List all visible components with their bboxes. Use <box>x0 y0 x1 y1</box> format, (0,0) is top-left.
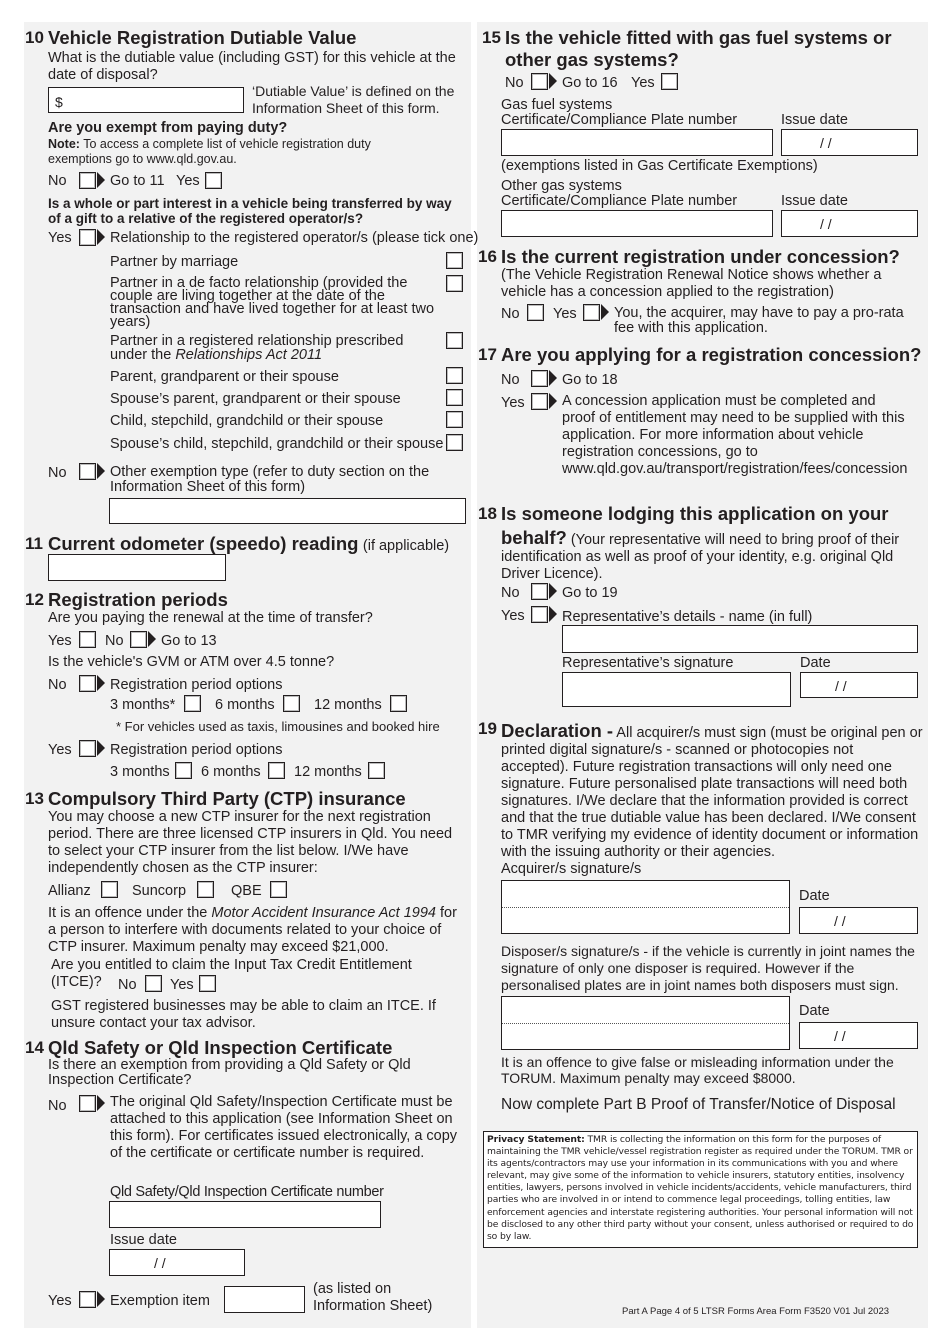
renewal-yes-label: Yes <box>48 633 72 649</box>
de-facto-checkbox[interactable] <box>446 275 463 292</box>
arrow-icon <box>549 393 557 409</box>
q19-number: 19 <box>478 719 497 738</box>
q11-title: Current odometer (speedo) reading <box>48 533 359 554</box>
other-gas-cert-label: Certificate/Compliance Plate number <box>501 193 738 209</box>
option-spouse-child: Spouse’s child, stepchild, grandchild or their spouse <box>110 436 444 452</box>
6-months-label-2: 6 months <box>201 764 261 780</box>
goto-16-label: Go to 16 <box>562 75 618 91</box>
rep-date-separators: / / <box>835 678 847 694</box>
listed-as-note: (as listed on Information Sheet) <box>313 1281 433 1314</box>
taxi-footnote: * For vehicles used as taxis, limousines and booked hire <box>116 719 440 734</box>
gst-note: GST registered businesses may be able to claim an ITCE. If unsure contact your tax advisor. <box>51 998 436 1031</box>
3-months-label: 3 months <box>110 764 170 780</box>
spouse-child-checkbox[interactable] <box>446 434 463 451</box>
disposer-date-label: Date <box>799 1003 830 1019</box>
q13-number: 13 <box>25 789 44 808</box>
q18-number: 18 <box>478 504 497 523</box>
12-months-checkbox-2[interactable] <box>368 762 385 779</box>
arrow-icon <box>97 1095 105 1111</box>
q19-title: Declaration - <box>501 720 614 741</box>
cert-number-input[interactable] <box>109 1201 381 1228</box>
q17-number: 17 <box>478 345 497 364</box>
exempt-no-checkbox[interactable] <box>79 172 96 189</box>
q14-title: Qld Safety or Qld Inspection Certificate <box>48 1037 393 1058</box>
page-footer: Part A Page 4 of 5 LTSR Forms Area Form F3520 V01 Jul 2023 <box>622 1306 890 1317</box>
q16-note: (The Vehicle Registration Renewal Notice shows whether a vehicle has a concession applied to the registration) <box>501 267 882 300</box>
rep-signature-input[interactable] <box>562 672 791 707</box>
signature-divider <box>502 1023 789 1024</box>
safety-yes-label: Yes <box>48 1293 72 1309</box>
gas-fuel-issue-date-input[interactable] <box>781 129 918 156</box>
acquirer-date-input[interactable] <box>799 907 918 934</box>
12-months-label: 12 months <box>314 697 382 713</box>
itce-yes-label: Yes <box>170 977 194 993</box>
gift-question: Is a whole or part interest in a vehicle being transferred by way of a gift to a relative of the registered operator/s? <box>48 196 452 226</box>
acquirer-date-separators: / / <box>834 913 846 929</box>
acquirer-signature-input[interactable] <box>501 880 790 934</box>
lodge-no-label: No <box>501 585 520 601</box>
signature-divider <box>502 907 789 908</box>
apply-yes-checkbox[interactable] <box>531 393 548 410</box>
apply-no-checkbox[interactable] <box>531 370 548 387</box>
safety-no-text: The original Qld Safety/Inspection Certificate must be attached to this application (see Information Sheet on this form). For certificates issued electronically, a copy of the certificate or certificate number is required. <box>110 1094 458 1161</box>
lodge-yes-label: Yes <box>501 608 525 624</box>
spouse-parent-checkbox[interactable] <box>446 389 463 406</box>
allianz-checkbox[interactable] <box>101 881 118 898</box>
goto-18-label: Go to 18 <box>562 372 618 388</box>
renewal-yes-checkbox[interactable] <box>79 631 96 648</box>
offence-post: for a person to interfere with documents related to your choice of CTP insurer. Maximum penalty may exceed $21,000. <box>48 905 457 955</box>
safety-no-checkbox[interactable] <box>79 1095 96 1112</box>
q10-question: What is the dutiable value (including GST) for this vehicle at the date of disposal? <box>48 50 456 83</box>
q11-suffix: (if applicable) <box>362 538 450 554</box>
rep-name-input[interactable] <box>562 625 918 653</box>
rep-signature-label: Representative’s signature <box>562 655 734 671</box>
currency-symbol: $ <box>55 94 63 110</box>
note-label: Note: <box>48 137 80 151</box>
q13-title: Compulsory Third Party (CTP) insurance <box>48 788 406 809</box>
gas-yes-checkbox[interactable] <box>661 73 678 90</box>
other-exemption-input[interactable] <box>109 498 466 524</box>
gift-no-checkbox[interactable] <box>79 463 96 480</box>
gvm-no-checkbox[interactable] <box>79 675 96 692</box>
option-spouse-parent: Spouse’s parent, grandparent or their spouse <box>110 391 401 407</box>
q14-question: Is there an exemption from providing a Qld Safety or Qld Inspection Certificate? <box>48 1057 411 1088</box>
concession-yes-label: Yes <box>553 306 577 322</box>
arrow-icon <box>549 606 557 622</box>
exempt-no-label: No <box>48 173 67 189</box>
q16-title: Is the current registration under concession? <box>501 246 900 267</box>
parent-checkbox[interactable] <box>446 367 463 384</box>
q16-number: 16 <box>478 247 497 266</box>
lodge-yes-checkbox[interactable] <box>531 606 548 623</box>
q17-title: Are you applying for a registration concession? <box>501 344 922 365</box>
privacy-text: TMR is collecting the information on this form for the purposes of maintaining the TMR vehicle/vessel registration register as required under the TORUM. TMR or its agents/contractors may use your information in its communications with you and where relevant, may give some of the information to vehicle insurers, statutory entities, insolvency entities, lawyers, persons involved in vehicle incidents/accidents, vehicle manufacturers, third parties who are involved in or intend to commence legal proceedings, tolling entities, law enforcement agencies and interstate registering authorities. Your personal information will not be disclosed to any other third party without your consent, unless authorised or required to do so by law. <box>487 1134 914 1242</box>
itce-question: Are you entitled to claim the Input Tax Credit Entitlement (ITCE)? <box>51 957 412 990</box>
12-months-label-2: 12 months <box>294 764 362 780</box>
privacy-statement-box <box>483 1131 918 1248</box>
rep-name-label: Representative’s details - name (in full) <box>562 609 813 625</box>
acquirer-date-label: Date <box>799 888 830 904</box>
arrow-icon <box>148 631 156 647</box>
period-options-label: Registration period options <box>110 677 283 693</box>
arrow-icon <box>549 73 557 89</box>
goto-19-label: Go to 19 <box>562 585 618 601</box>
apply-yes-text: A concession application must be completed and proof of entitlement may need to be supplied with this application. For more information about vehicle registration concessions, go to www.qld.gov.au/transport/registration/fees/concession <box>562 393 908 477</box>
privacy-label: Privacy Statement: <box>487 1134 585 1145</box>
exemption-item-label: Exemption item <box>110 1293 210 1309</box>
other-gas-label: Other gas systems <box>501 178 622 194</box>
q10-title: Vehicle Registration Dutiable Value <box>48 27 357 48</box>
apply-yes-label: Yes <box>501 395 525 411</box>
gift-yes-checkbox[interactable] <box>79 229 96 246</box>
option-parent: Parent, grandparent or their spouse <box>110 369 339 385</box>
exemption-item-input[interactable] <box>224 1286 305 1313</box>
gvm-question: Is the vehicle's GVM or ATM over 4.5 tonne? <box>48 654 335 670</box>
arrow-icon <box>97 675 105 691</box>
suncorp-checkbox[interactable] <box>197 881 214 898</box>
gas-exemptions-note: (exemptions listed in Gas Certificate Exemptions) <box>501 158 818 174</box>
gas-fuel-issue-label: Issue date <box>781 112 848 128</box>
concession-no-checkbox[interactable] <box>527 304 544 321</box>
gvm-yes-checkbox[interactable] <box>79 740 96 757</box>
q15-title: Is the vehicle fitted with gas fuel systems or other gas systems? <box>505 27 892 70</box>
dutiable-value-note: ‘Dutiable Value’ is defined on the Information Sheet of this form. <box>252 83 455 116</box>
qbe-checkbox[interactable] <box>270 881 287 898</box>
goto-13-label: Go to 13 <box>161 633 217 649</box>
qbe-label: QBE <box>231 883 262 899</box>
6-months-checkbox[interactable] <box>283 695 300 712</box>
gas-yes-label: Yes <box>631 75 655 91</box>
arrow-icon <box>97 229 105 245</box>
option-de-facto: Partner in a de facto relationship (provided the couple are living together at the date of the transaction and have lived together for at least two years) <box>110 275 435 330</box>
relationship-label: Relationship to the registered operator/s (please tick one) <box>110 230 479 246</box>
relationships-act: Relationships Act 2011 <box>175 347 323 363</box>
renewal-question: Are you paying the renewal at the time of transfer? <box>48 610 373 626</box>
itce-yes-checkbox[interactable] <box>199 975 216 992</box>
exempt-yes-checkbox[interactable] <box>205 172 222 189</box>
safety-yes-checkbox[interactable] <box>79 1291 96 1308</box>
q11-number: 11 <box>25 534 43 553</box>
disposer-date-separators: / / <box>834 1028 846 1044</box>
concession-yes-checkbox[interactable] <box>583 304 600 321</box>
declaration-text: All acquirer/s must sign (must be original pen or printed digital signature/s - scanned or photocopies not accepted). Future registration transactions will only need one signature. Future personalised plate transactions will need both signatures. I/We declare that the information provided is correct and that the true dutiable value has been declared. I/We consent to TMR verifying my evidence of identity document or information with the issuing authority or their agencies. <box>501 725 923 860</box>
q18-note: (Your representative will need to bring proof of their identification as well as proof of your identity, e.g. original Qld Driver Licence). <box>501 532 900 582</box>
note-text: To access a complete list of vehicle registration duty exemptions go to www.qld.gov.au. <box>48 137 371 166</box>
arrow-icon <box>97 172 105 188</box>
arrow-icon <box>97 463 105 479</box>
other-exemption-label: Other exemption type (refer to duty section on the Information Sheet of this form) <box>110 464 430 495</box>
renewal-no-checkbox[interactable] <box>130 631 147 648</box>
q18-title: Is someone lodging this application on your <box>501 503 889 524</box>
renewal-no-label: No <box>105 633 124 649</box>
gas-fuel-cert-label: Certificate/Compliance Plate number <box>501 112 738 128</box>
cert-number-label: Qld Safety/Qld Inspection Certificate number <box>110 1184 384 1200</box>
concession-no-label: No <box>501 306 520 322</box>
arrow-icon <box>97 740 105 756</box>
gvm-yes-label: Yes <box>48 742 72 758</box>
disposer-date-input[interactable] <box>799 1022 918 1049</box>
3-months-star-checkbox[interactable] <box>184 695 201 712</box>
period-options-label-2: Registration period options <box>110 742 283 758</box>
rep-date-label: Date <box>800 655 831 671</box>
lodge-no-checkbox[interactable] <box>531 583 548 600</box>
gvm-no-label: No <box>48 677 67 693</box>
offence-pre: It is an offence under the <box>48 905 208 921</box>
gift-no-label: No <box>48 465 67 481</box>
other-gas-issue-label: Issue date <box>781 193 848 209</box>
apply-no-label: No <box>501 372 520 388</box>
arrow-icon <box>549 370 557 386</box>
option-child: Child, stepchild, grandchild or their spouse <box>110 413 384 429</box>
exempt-question: Are you exempt from paying duty? <box>48 120 288 136</box>
3-months-checkbox[interactable] <box>175 762 192 779</box>
complete-part-b: Now complete Part B Proof of Transfer/Notice of Disposal <box>501 1096 896 1113</box>
gas-no-label: No <box>505 75 524 91</box>
gas-no-checkbox[interactable] <box>531 73 548 90</box>
rep-date-input[interactable] <box>800 672 918 698</box>
safety-no-label: No <box>48 1098 67 1114</box>
itce-no-checkbox[interactable] <box>145 975 162 992</box>
6-months-label: 6 months <box>215 697 275 713</box>
12-months-checkbox[interactable] <box>390 695 407 712</box>
odometer-input[interactable] <box>48 554 226 581</box>
q15-number: 15 <box>482 28 501 47</box>
child-checkbox[interactable] <box>446 411 463 428</box>
q18-title-cont: behalf? <box>501 527 567 548</box>
other-gas-date-separators: / / <box>820 216 832 232</box>
3-months-star-label: 3 months* <box>110 697 176 713</box>
q12-number: 12 <box>25 590 44 609</box>
q14-number: 14 <box>25 1038 44 1057</box>
arrow-icon <box>601 304 609 320</box>
acquirer-signature-label: Acquirer/s signature/s <box>501 861 642 877</box>
exempt-yes-label: Yes <box>176 173 200 189</box>
other-gas-issue-date-input[interactable] <box>781 210 918 237</box>
arrow-icon <box>97 1291 105 1307</box>
gas-fuel-cert-input[interactable] <box>501 129 773 156</box>
disposer-signature-input[interactable] <box>501 996 790 1050</box>
option-partner-marriage: Partner by marriage <box>110 254 239 270</box>
disposer-signature-label: Disposer/s signature/s - if the vehicle is currently in joint names the signature of only one disposer is required. However if the personalised plates are in joint names both disposers must sign. <box>501 943 915 993</box>
arrow-icon <box>549 583 557 599</box>
offence-act: Motor Accident Insurance Act 1994 <box>211 905 436 921</box>
gas-fuel-label: Gas fuel systems <box>501 97 613 113</box>
goto-11-label: Go to 11 <box>110 173 165 189</box>
partner-marriage-checkbox[interactable] <box>446 252 463 269</box>
other-gas-cert-input[interactable] <box>501 210 773 237</box>
issue-date-label: Issue date <box>110 1232 177 1248</box>
dutiable-value-input[interactable] <box>48 87 244 113</box>
itce-no-label: No <box>118 977 137 993</box>
torum-offence: It is an offence to give false or misleading information under the TORUM. Maximum penalty may exceed $8000. <box>501 1054 894 1086</box>
q12-title: Registration periods <box>48 589 228 610</box>
issue-date-separators: / / <box>154 1255 166 1271</box>
registered-relationship-checkbox[interactable] <box>446 332 463 349</box>
suncorp-label: Suncorp <box>132 883 187 899</box>
allianz-label: Allianz <box>48 883 91 899</box>
option-registered-relationship: Partner in a registered relationship prescribed under the <box>110 333 404 363</box>
gas-fuel-date-separators: / / <box>820 135 832 151</box>
gift-yes-label: Yes <box>48 230 72 246</box>
ctp-intro: You may choose a new CTP insurer for the next registration period. There are three licensed CTP insurers in Qld. You need to select your CTP insurer from the list below. I/We have independently chosen as the CTP insurer: <box>48 809 453 876</box>
concession-yes-text: You, the acquirer, may have to pay a pro-rata fee with this application. <box>614 305 904 336</box>
q10-number: 10 <box>25 28 44 47</box>
issue-date-input[interactable] <box>109 1249 245 1276</box>
6-months-checkbox-2[interactable] <box>268 762 285 779</box>
